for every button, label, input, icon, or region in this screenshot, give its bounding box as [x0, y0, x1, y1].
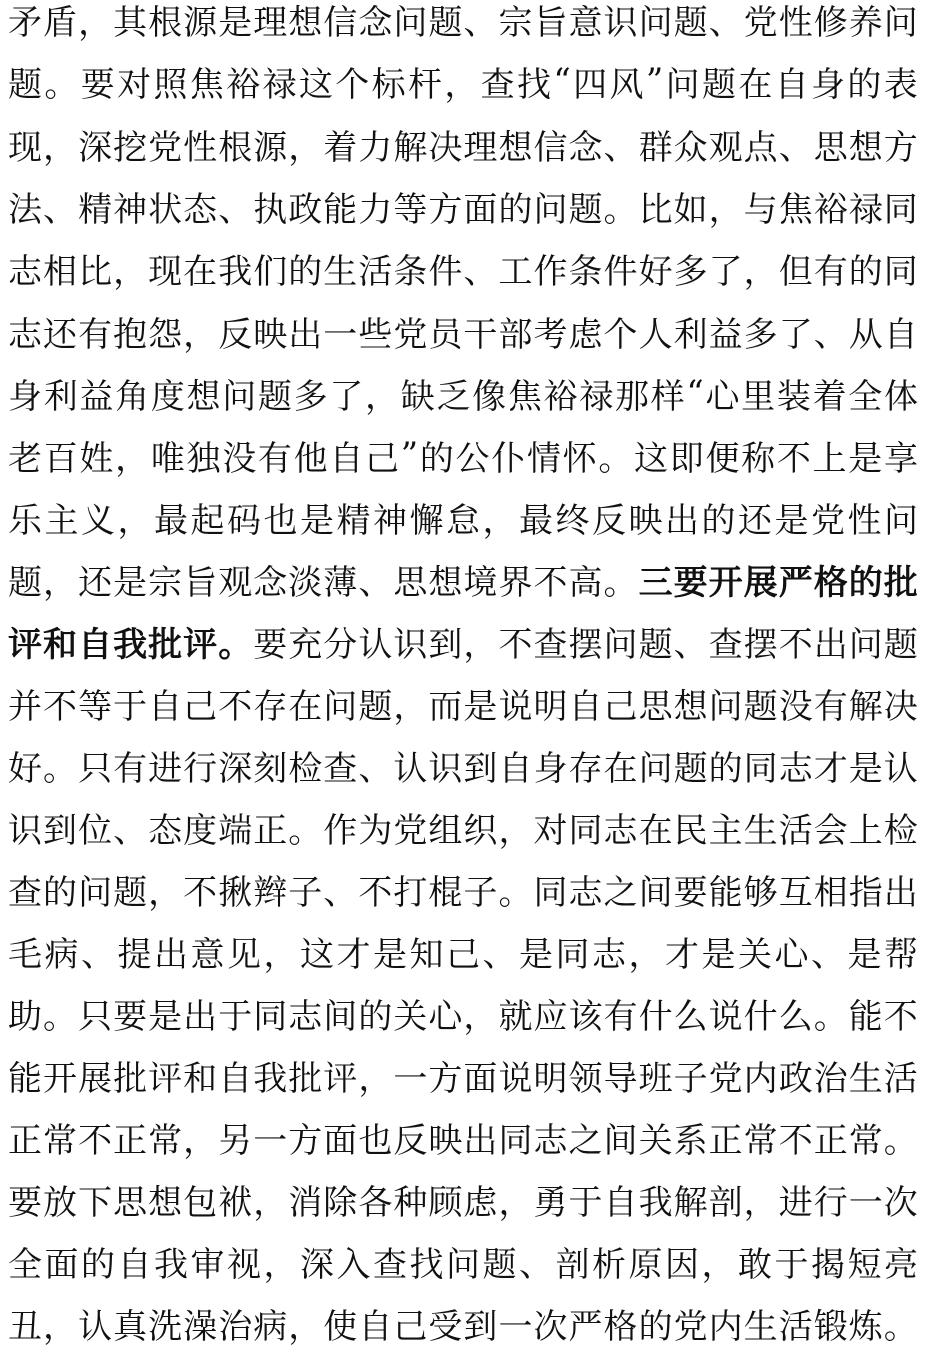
text-line-14: 识 到 位 、 态 度 端 正 。 作 为 党 组 织 ， 对 同 志 在 民 主 生 活 会 上 检 [8, 810, 918, 851]
text-line-18: 能 开 展 批 评 和 自 我 批 评 ， 一 方 面 说 明 领 导 班 子 党 内 政 治 生 活 [8, 1058, 918, 1099]
text-line-5: 志 相 比 ， 现 在 我 们 的 生 活 条 件 、 工 作 条 件 好 多 了 ， 但 有 的 同 [8, 251, 918, 292]
text-line-10: 题 ， 还 是 宗 旨 观 念 淡 薄 、 思 想 境 界 不 高 。 三 要 开 展 严 格 的 批 [8, 562, 918, 603]
text-line-19: 正 常 不 正 常 ， 另 一 方 面 也 反 映 出 同 志 之 间 关 系 正 常 不 正 常 。 [8, 1120, 918, 1161]
text-line-6: 志 还 有 抱 怨 ， 反 映 出 一 些 党 员 干 部 考 虑 个 人 利 益 多 了 、 从 自 [8, 314, 918, 355]
text-line-8: 老 百 姓 ， 唯 独 没 有 他 自 己 ” 的 公 仆 情 怀 。 这 即 便 称 不 上 是 享 [8, 435, 918, 479]
text-line-2: 题 。 要 对 照 焦 裕 禄 这 个 标 杆 ， 查 找 “ 四 风 ” 问 题 在 自 身 的 表 [8, 61, 918, 105]
text-line-12: 并 不 等 于 自 己 不 存 在 问 题 ， 而 是 说 明 自 己 思 想 问 题 没 有 解 决 [8, 686, 918, 727]
text-line-20: 要 放 下 思 想 包 袱 ， 消 除 各 种 顾 虑 ， 勇 于 自 我 解 剖 ， 进 行 一 次 [8, 1182, 918, 1223]
text-line-4: 法 、 精 神 状 态 、 执 政 能 力 等 方 面 的 问 题 。 比 如 ， 与 焦 裕 禄 同 [8, 189, 918, 230]
text-line-17: 助 。 只 要 是 出 于 同 志 间 的 关 心 ， 就 应 该 有 什 么 说 什 么 。 能 不 [8, 996, 918, 1037]
text-line-11: 评 和 自 我 批 评 。 要 充 分 认 识 到 ， 不 查 摆 问 题 、 查 摆 不 出 问 题 [8, 624, 918, 665]
text-line-22: 丑 ， 认 真 洗 澡 治 病 ， 使 自 己 受 到 一 次 严 格 的 党 内 生 活 锻 炼 。 [8, 1306, 918, 1347]
text-line-9: 乐 主 义 ， 最 起 码 也 是 精 神 懈 怠 ， 最 终 反 映 出 的 还 是 党 性 问 [8, 500, 918, 541]
text-line-7: 身 利 益 角 度 想 问 题 多 了 ， 缺 乏 像 焦 裕 禄 那 样 “ 心 里 装 着 全 体 [8, 373, 918, 417]
text-line-1: 矛 盾 ， 其 根 源 是 理 想 信 念 问 题 、 宗 旨 意 识 问 题 、 党 性 修 养 问 [8, 2, 918, 43]
text-line-15: 查 的 问 题 ， 不 揪 辫 子 、 不 打 棍 子 。 同 志 之 间 要 能 够 互 相 指 出 [8, 872, 918, 913]
text-line-3: 现 ， 深 挖 党 性 根 源 ， 着 力 解 决 理 想 信 念 、 群 众 观 点 、 思 想 方 [8, 127, 918, 168]
text-line-21: 全 面 的 自 我 审 视 ， 深 入 查 找 问 题 、 剖 析 原 因 ， 敢 于 揭 短 亮 [8, 1244, 918, 1285]
text-line-13: 好 。 只 有 进 行 深 刻 检 查 、 认 识 到 自 身 存 在 问 题 的 同 志 才 是 认 [8, 748, 918, 789]
text-line-16: 毛 病 、 提 出 意 见 ， 这 才 是 知 己 、 是 同 志 ， 才 是 关 心 、 是 帮 [8, 934, 918, 975]
